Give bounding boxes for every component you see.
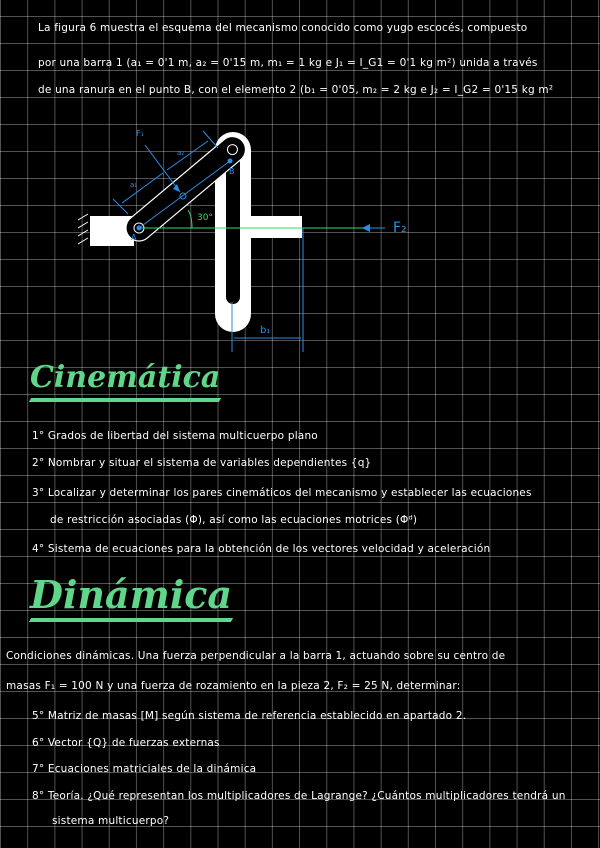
dynamics-item-8-cont: sistema multicuerpo?: [52, 815, 170, 827]
label-F2: F₂: [393, 220, 407, 236]
dynamics-intro-2: masas F₁ = 100 N y una fuerza de rozamiento en la pieza 2, F₂ = 25 N, determinar:: [6, 680, 461, 692]
statement-line-2: por una barra 1 (a₁ = 0'1 m, a₂ = 0'15 m, m₁ = 1 kg e J₁ = I_G1 = 0'1 kg m²) unida a través: [38, 57, 538, 69]
mechanism-diagram: [0, 0, 600, 370]
angle-label: 30°: [197, 213, 213, 223]
label-F1: F₁: [136, 129, 144, 138]
point-B: [228, 159, 233, 164]
kinematics-item-3: 3° Localizar y determinar los pares cinemáticos del mecanismo y establecer las ecuaciones: [32, 487, 532, 499]
point-A: [137, 226, 142, 231]
kinematics-title: Cinemática: [30, 360, 221, 395]
dynamics-title: Dinámica: [30, 572, 233, 617]
dynamics-item-8: 8° Teoría. ¿Qué representan los multiplicadores de Lagrange? ¿Cuántos multiplicadores tendrá un: [32, 790, 566, 802]
label-a1: a₁: [130, 181, 138, 189]
kinematics-item-4: 4° Sistema de ecuaciones para la obtención de los vectores velocidad y aceleración: [32, 543, 491, 555]
angle-arc: [188, 210, 192, 228]
kinematics-item-2: 2° Nombrar y situar el sistema de variables dependientes {q}: [32, 457, 372, 469]
dynamics-heading: [30, 572, 232, 617]
kinematics-underline: [29, 398, 222, 402]
label-B: B: [229, 167, 235, 176]
statement-line-3: de una ranura en el punto B, con el elemento 2 (b₁ = 0'05, m₂ = 2 kg e J₂ = I_G2 = 0'15 kg m²: [38, 84, 554, 96]
label-A: A: [131, 233, 137, 242]
dynamics-item-5: 5° Matriz de masas [M] según sistema de referencia establecido en apartado 2.: [32, 710, 467, 722]
statement-line-1: La figura 6 muestra el esquema del mecanismo conocido como yugo escocés, compuesto: [38, 22, 528, 34]
dynamics-item-6: 6° Vector {Q} de fuerzas externas: [32, 737, 220, 749]
label-a2: a₂: [177, 149, 185, 157]
label-b1: b₁: [260, 325, 271, 336]
kinematics-item-1: 1° Grados de libertad del sistema multicuerpo plano: [32, 430, 318, 442]
kinematics-heading: [30, 360, 220, 395]
dynamics-intro-1: Condiciones dinámicas. Una fuerza perpendicular a la barra 1, actuando sobre su centro de: [6, 650, 506, 662]
dynamics-item-7: 7° Ecuaciones matriciales de la dinámica: [32, 763, 257, 775]
force-F1-arrow: [145, 145, 180, 192]
kinematics-item-3-cont: de restricción asociadas (Φ), así como las ecuaciones motrices (Φᵈ): [50, 514, 418, 526]
dynamics-underline: [29, 618, 233, 622]
